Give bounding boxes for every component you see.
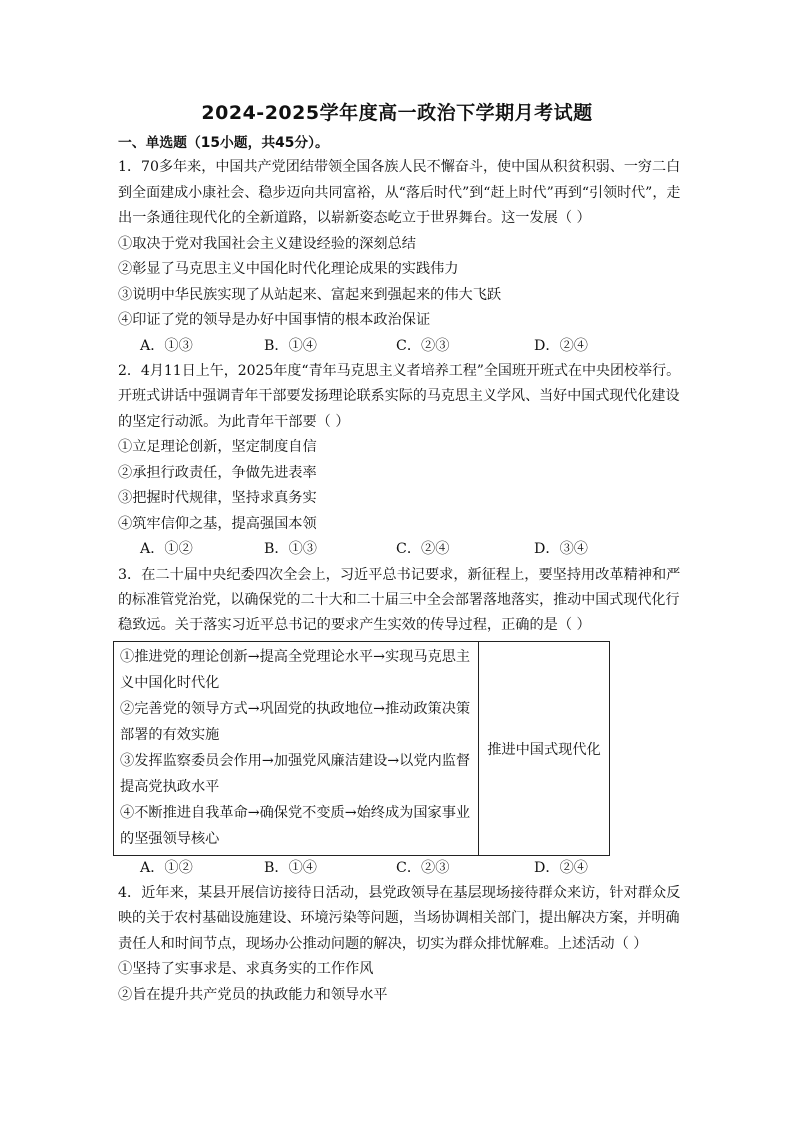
q2-stem-line: 的坚定行动派。为此青年干部要（ ） (118, 414, 350, 430)
q3-stem-line: 的标准管党治党，以确保党的二十大和二十届三中全会部署落地落实，推动中国式现代化行 (118, 592, 680, 608)
table-result-text: 推进中国式现代化 (487, 741, 601, 758)
table-result-cell (479, 642, 609, 855)
q4-stem-line: 映的关于农村基础设施建设、环境污染等问题，当场协调相关部门，提出解决方案，并明确 (118, 910, 680, 926)
table-cell-line: 义中国化时代化 (120, 675, 220, 691)
q1-item: ①取决于党对我国社会主义建设经验的深刻总结 (118, 236, 416, 252)
table-cell-line: ③发挥监察委员会作用→加强党风廉洁建设→以党内监督 (120, 753, 471, 769)
option-b[interactable]: B．①③ (264, 541, 317, 557)
table-cell-line: 的坚强领导核心 (120, 831, 220, 847)
q2-item: ③把握时代规律，坚持求真务实 (118, 490, 317, 506)
q2-options (140, 539, 620, 559)
option-d[interactable]: D．②④ (534, 860, 588, 876)
q2-item: ④筑牢信仰之基，提高强国本领 (118, 516, 317, 532)
q1-stem-line: 1．70多年来，中国共产党团结带领全国各族人民不懈奋斗，使中国从积贫积弱、一穷二白 (118, 159, 681, 175)
table-cell-line: 部署的有效实施 (120, 727, 220, 743)
table-cell-line: 提高党执政水平 (120, 779, 220, 795)
q4-item: ②旨在提升共产党员的执政能力和领导水平 (118, 987, 388, 1003)
option-c[interactable]: C．②③ (396, 860, 450, 876)
option-a[interactable]: A．①② (140, 541, 193, 557)
q3-stem-line: 稳致远。关于落实习近平总书记的要求产生实效的传导过程，正确的是（ ） (118, 617, 591, 633)
q1-stem-line: 出一条通往现代化的全新道路，以崭新姿态屹立于世界舞台。这一发展（ ） (118, 210, 591, 226)
q3-stem-line: 3．在二十届中央纪委四次全会上，习近平总书记要求，新征程上，要坚持用改革精神和严 (118, 567, 681, 583)
option-d[interactable]: D．②④ (534, 338, 588, 354)
q2-stem-line: 开班式讲话中强调青年干部要发扬理论联系实际的马克思主义学风、当好中国式现代化建设 (118, 388, 680, 404)
q1-item: ③说明中华民族实现了从站起来、富起来到强起来的伟大飞跃 (118, 287, 502, 303)
q3-options (140, 858, 620, 878)
q1-stem-line: 到全面建成小康社会、稳步迈向共同富裕，从“落后时代”到“赶上时代”再到“引领时代”，走 (118, 185, 681, 201)
q4-stem-line: 责任人和时间节点，现场办公推动问题的解决，切实为群众排忧解难。上述活动（ ） (118, 936, 648, 952)
section-heading: 一、单选题（15小题，共45分）。 (118, 135, 329, 151)
q4-stem-line: 4．近年来，某县开展信访接待日活动，县党政领导在基层现场接待群众来访，针对群众反 (118, 885, 681, 901)
option-d[interactable]: D．③④ (534, 541, 588, 557)
option-c[interactable]: C．②④ (396, 541, 450, 557)
q2-item: ②承担行政责任，争做先进表率 (118, 465, 317, 481)
q4-item: ①坚持了实事求是、求真务实的工作作风 (118, 961, 374, 977)
q1-options (140, 336, 620, 356)
q1-item: ②彰显了马克思主义中国化时代化理论成果的实践伟力 (118, 261, 459, 277)
option-a[interactable]: A．①② (140, 860, 193, 876)
table-cell-line: ①推进党的理论创新→提高全党理论水平→实现马克思主 (120, 649, 471, 665)
q3-process-table (113, 641, 610, 856)
table-cell-line: ④不断推进自我革命→确保党不变质→始终成为国家事业 (120, 805, 471, 821)
exam-title: 2024-2025学年度高一政治下学期月考试题 (201, 102, 593, 124)
option-b[interactable]: B．①④ (264, 338, 317, 354)
q1-item: ④印证了党的领导是办好中国事情的根本政治保证 (118, 312, 431, 328)
option-b[interactable]: B．①④ (264, 860, 317, 876)
q2-item: ①立足理论创新，坚定制度自信 (118, 439, 317, 455)
table-cell-line: ②完善党的领导方式→巩固党的执政地位→推动政策决策 (120, 701, 471, 717)
q2-stem-line: 2．4月11日上午，2025年度“青年马克思主义者培养工程”全国班开班式在中央团校举行。 (118, 363, 681, 379)
option-c[interactable]: C．②③ (396, 338, 450, 354)
option-a[interactable]: A．①③ (140, 338, 193, 354)
